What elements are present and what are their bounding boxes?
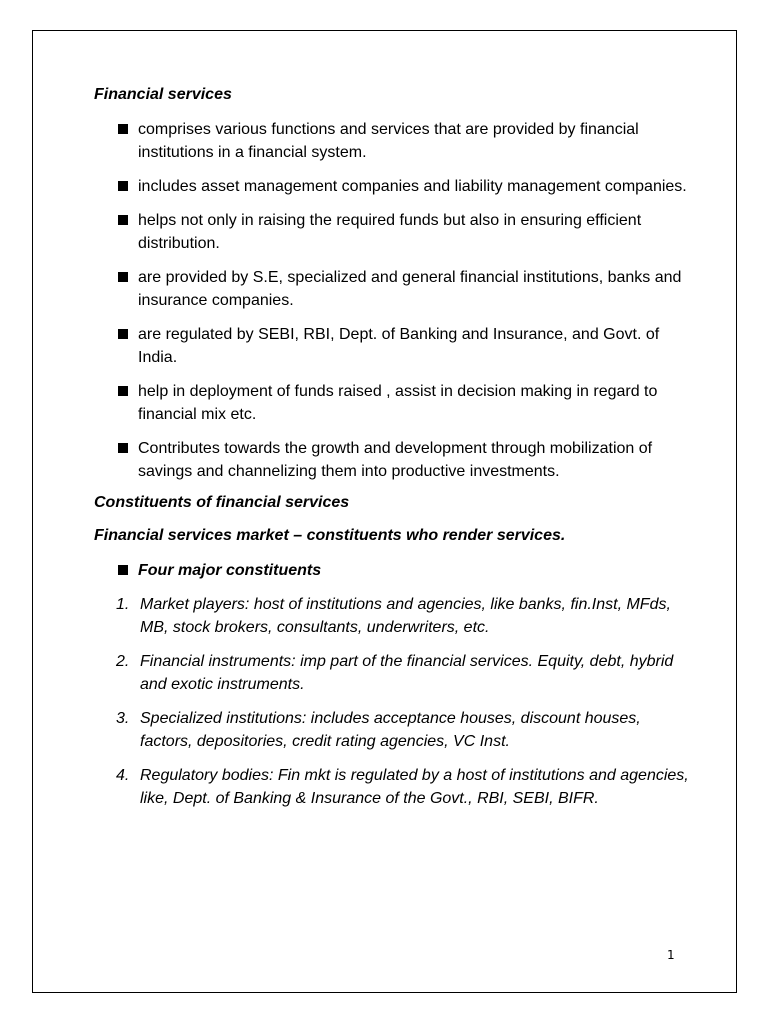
section-title-financial-services: Financial services	[94, 86, 232, 103]
square-bullet-icon	[118, 565, 128, 575]
list-item	[94, 323, 694, 369]
list-number: 3.	[116, 710, 130, 727]
item-text: Market players: host of institutions and agencies, like banks, fin.Inst, MFds, MB, stock brokers, consultants, underwriters, etc.	[140, 596, 671, 636]
square-bullet-icon	[118, 329, 128, 339]
item-text: Financial instruments: imp part of the financial services. Equity, debt, hybrid and exotic instruments.	[140, 653, 674, 693]
list-item	[94, 175, 694, 198]
list-item	[94, 437, 694, 483]
section-title-constituents: Constituents of financial services	[94, 494, 350, 511]
square-bullet-icon	[118, 386, 128, 396]
constituents-numbered-list	[94, 593, 694, 810]
list-item	[94, 118, 694, 164]
list-number: 1.	[116, 596, 130, 613]
bullet-text: comprises various functions and services that are provided by financial institutions in a financial system.	[138, 121, 639, 161]
bullet-text: Contributes towards the growth and development through mobilization of savings and channelizing them into productive investments.	[138, 440, 653, 480]
item-text: Regulatory bodies: Fin mkt is regulated by a host of institutions and agencies, like, Dept. of Banking & Insurance of the Govt., RBI, SEBI, BIFR.	[140, 767, 689, 807]
bullet-text: are provided by S.E, specialized and general financial institutions, banks and insurance companies.	[138, 269, 682, 309]
square-bullet-icon	[118, 215, 128, 225]
item-text: Specialized institutions: includes acceptance houses, discount houses, factors, depositories, credit rating agencies, VC Inst.	[140, 710, 641, 750]
document-content	[94, 86, 694, 810]
list-number: 4.	[116, 767, 130, 784]
list-item	[94, 707, 694, 753]
square-bullet-icon	[118, 181, 128, 191]
bullet-text: help in deployment of funds raised , assist in decision making in regard to financial mix etc.	[138, 383, 658, 423]
list-item	[94, 559, 694, 582]
list-number: 2.	[116, 653, 130, 670]
bullet-text: Four major constituents	[138, 562, 322, 579]
bullet-text: includes asset management companies and liability management companies.	[138, 178, 687, 195]
square-bullet-icon	[118, 272, 128, 282]
section-subtitle-market: Financial services market – constituents who render services.	[94, 527, 566, 544]
square-bullet-icon	[118, 124, 128, 134]
list-item	[94, 650, 694, 696]
major-constituents-list	[94, 559, 694, 582]
list-item	[94, 380, 694, 426]
square-bullet-icon	[118, 443, 128, 453]
bullet-text: helps not only in raising the required funds but also in ensuring efficient distribution.	[138, 212, 642, 252]
list-item	[94, 266, 694, 312]
financial-services-bullet-list	[94, 118, 694, 483]
bullet-text: are regulated by SEBI, RBI, Dept. of Banking and Insurance, and Govt. of India.	[138, 326, 660, 366]
list-item	[94, 209, 694, 255]
list-item	[94, 593, 694, 639]
page-number: 1	[667, 948, 675, 962]
list-item	[94, 764, 694, 810]
